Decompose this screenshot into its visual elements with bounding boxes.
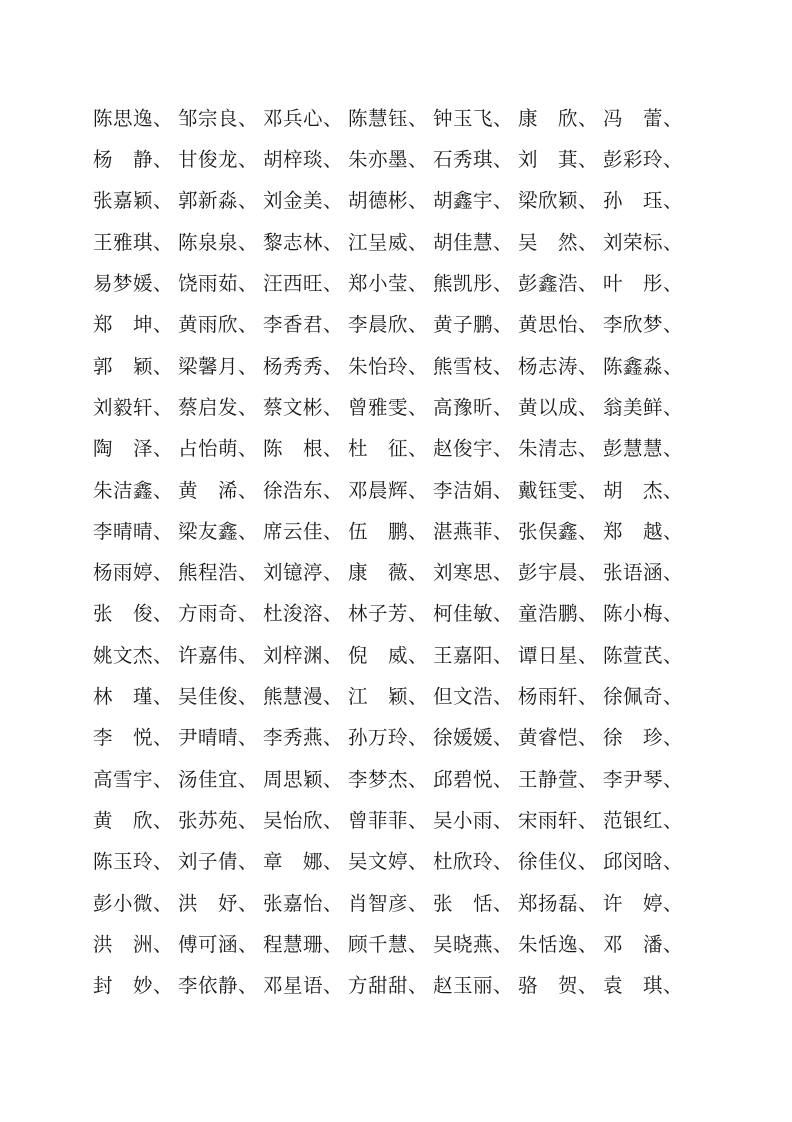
name-entry: 郭 颖、 [93, 354, 174, 378]
name-entry: 胡佳慧、 [433, 230, 514, 254]
name-entry: 彭慧慧、 [603, 437, 684, 461]
name-entry: 许 婷、 [603, 891, 684, 915]
name-entry: 刘荣标、 [603, 230, 684, 254]
name-entry: 汪西旺、 [263, 272, 344, 296]
name-entry: 方雨奇、 [178, 602, 259, 626]
name-entry: 康 薇、 [348, 561, 429, 585]
name-entry: 席云佳、 [263, 519, 344, 543]
name-entry: 江呈威、 [348, 230, 429, 254]
name-row [93, 924, 693, 965]
name-entry: 黄子鹏、 [433, 313, 514, 337]
name-entry: 张语涵、 [603, 561, 684, 585]
name-entry: 郑扬磊、 [518, 891, 599, 915]
name-entry: 陈玉玲、 [93, 850, 174, 874]
name-entry: 熊雪枝、 [433, 354, 514, 378]
name-entry: 张嘉颖、 [93, 189, 174, 213]
name-entry: 曾雅雯、 [348, 395, 429, 419]
name-entry: 姚文杰、 [93, 643, 174, 667]
name-entry: 张俣鑫、 [518, 519, 599, 543]
name-entry: 吴怡欣、 [263, 808, 344, 832]
name-entry: 邓兵心、 [263, 106, 344, 130]
name-entry: 郑小莹、 [348, 272, 429, 296]
name-entry: 李洁娟、 [433, 478, 514, 502]
name-entry: 钟玉飞、 [433, 106, 514, 130]
name-entry: 李秀燕、 [263, 726, 344, 750]
name-entry: 邓晨辉、 [348, 478, 429, 502]
name-entry: 彭彩玲、 [603, 148, 684, 172]
name-entry: 占怡萌、 [178, 437, 259, 461]
name-entry: 王静萱、 [518, 767, 599, 791]
name-row [93, 883, 693, 924]
name-row [93, 635, 693, 676]
name-entry: 顾千慧、 [348, 932, 429, 956]
name-entry: 江 颖、 [348, 685, 429, 709]
name-entry: 但文浩、 [433, 685, 514, 709]
name-list [93, 98, 693, 1007]
name-row [93, 594, 693, 635]
name-entry: 熊凯彤、 [433, 272, 514, 296]
name-entry: 朱清志、 [518, 437, 599, 461]
name-entry: 刘 萁、 [518, 148, 599, 172]
name-entry: 杨秀秀、 [263, 354, 344, 378]
name-entry: 朱恬逸、 [518, 932, 599, 956]
name-entry: 陈思逸、 [93, 106, 174, 130]
name-entry: 刘梓渊、 [263, 643, 344, 667]
name-entry: 胡德彬、 [348, 189, 429, 213]
name-entry: 章 娜、 [263, 850, 344, 874]
name-row [93, 676, 693, 717]
name-entry: 翁美鲜、 [603, 395, 684, 419]
name-row [93, 428, 693, 469]
name-entry: 张 恬、 [433, 891, 514, 915]
name-entry: 饶雨茹、 [178, 272, 259, 296]
name-entry: 徐佩奇、 [603, 685, 684, 709]
name-entry: 汤佳宜、 [178, 767, 259, 791]
name-row [93, 759, 693, 800]
name-entry: 陈泉泉、 [178, 230, 259, 254]
name-entry: 黎志林、 [263, 230, 344, 254]
name-entry: 童浩鹏、 [518, 602, 599, 626]
name-row [93, 263, 693, 304]
name-entry: 刘镱渟、 [263, 561, 344, 585]
name-entry: 杨雨轩、 [518, 685, 599, 709]
name-entry: 彭宇晨、 [518, 561, 599, 585]
name-entry: 徐媛媛、 [433, 726, 514, 750]
name-entry: 李 悦、 [93, 726, 174, 750]
name-entry: 杜 征、 [348, 437, 429, 461]
name-entry: 吴小雨、 [433, 808, 514, 832]
name-entry: 封 妙、 [93, 974, 174, 998]
name-entry: 赵玉丽、 [433, 974, 514, 998]
name-entry: 张嘉怡、 [263, 891, 344, 915]
name-row [93, 841, 693, 882]
name-entry: 陈萱芪、 [603, 643, 684, 667]
name-entry: 吴 然、 [518, 230, 599, 254]
name-entry: 尹晴晴、 [178, 726, 259, 750]
name-entry: 高豫昕、 [433, 395, 514, 419]
name-entry: 黄雨欣、 [178, 313, 259, 337]
name-entry: 吴文婷、 [348, 850, 429, 874]
name-entry: 王嘉阳、 [433, 643, 514, 667]
name-entry: 邓星语、 [263, 974, 344, 998]
name-entry: 刘金美、 [263, 189, 344, 213]
name-entry: 彭小微、 [93, 891, 174, 915]
name-entry: 谭日星、 [518, 643, 599, 667]
name-entry: 李晨欣、 [348, 313, 429, 337]
name-entry: 梁馨月、 [178, 354, 259, 378]
name-entry: 陈小梅、 [603, 602, 684, 626]
name-row [93, 965, 693, 1006]
name-entry: 石秀琪、 [433, 148, 514, 172]
name-entry: 朱怡玲、 [348, 354, 429, 378]
name-entry: 孙万玲、 [348, 726, 429, 750]
name-entry: 孙 珏、 [603, 189, 684, 213]
name-row [93, 98, 693, 139]
name-entry: 邱碧悦、 [433, 767, 514, 791]
name-entry: 胡 杰、 [603, 478, 684, 502]
name-row [93, 387, 693, 428]
name-entry: 邹宗良、 [178, 106, 259, 130]
name-entry: 袁 琪、 [603, 974, 684, 998]
name-row [93, 717, 693, 758]
name-entry: 黄 欣、 [93, 808, 174, 832]
name-row [93, 800, 693, 841]
name-entry: 杨志涛、 [518, 354, 599, 378]
name-entry: 黄睿恺、 [518, 726, 599, 750]
name-row [93, 181, 693, 222]
name-entry: 赵俊宇、 [433, 437, 514, 461]
name-entry: 陈鑫淼、 [603, 354, 684, 378]
name-entry: 陶 泽、 [93, 437, 174, 461]
name-entry: 陈慧钰、 [348, 106, 429, 130]
name-entry: 徐浩东、 [263, 478, 344, 502]
name-entry: 李香君、 [263, 313, 344, 337]
name-entry: 黄 浠、 [178, 478, 259, 502]
name-entry: 肖智彦、 [348, 891, 429, 915]
name-row [93, 511, 693, 552]
name-row [93, 346, 693, 387]
name-entry: 范银红、 [603, 808, 684, 832]
name-entry: 杨 静、 [93, 148, 174, 172]
name-entry: 冯 蕾、 [603, 106, 684, 130]
name-entry: 梁欣颖、 [518, 189, 599, 213]
name-entry: 方甜甜、 [348, 974, 429, 998]
name-entry: 刘子倩、 [178, 850, 259, 874]
name-entry: 彭鑫浩、 [518, 272, 599, 296]
name-entry: 骆 贺、 [518, 974, 599, 998]
name-entry: 柯佳敏、 [433, 602, 514, 626]
name-entry: 朱洁鑫、 [93, 478, 174, 502]
name-entry: 林 瑾、 [93, 685, 174, 709]
name-entry: 张 俊、 [93, 602, 174, 626]
name-entry: 杨雨婷、 [93, 561, 174, 585]
name-entry: 程慧珊、 [263, 932, 344, 956]
name-row [93, 552, 693, 593]
name-entry: 戴钰雯、 [518, 478, 599, 502]
name-entry: 康 欣、 [518, 106, 599, 130]
name-row [93, 222, 693, 263]
name-entry: 李晴晴、 [93, 519, 174, 543]
name-entry: 熊程浩、 [178, 561, 259, 585]
name-entry: 刘寒思、 [433, 561, 514, 585]
name-entry: 胡鑫宇、 [433, 189, 514, 213]
name-entry: 朱亦墨、 [348, 148, 429, 172]
name-row [93, 304, 693, 345]
name-entry: 周思颖、 [263, 767, 344, 791]
name-entry: 高雪宇、 [93, 767, 174, 791]
name-entry: 倪 威、 [348, 643, 429, 667]
name-entry: 黄以成、 [518, 395, 599, 419]
name-entry: 叶 彤、 [603, 272, 684, 296]
name-entry: 林子芳、 [348, 602, 429, 626]
name-entry: 熊慧漫、 [263, 685, 344, 709]
name-entry: 易梦媛、 [93, 272, 174, 296]
name-entry: 李欣梦、 [603, 313, 684, 337]
name-entry: 胡梓琰、 [263, 148, 344, 172]
name-entry: 杜欣玲、 [433, 850, 514, 874]
name-entry: 李梦杰、 [348, 767, 429, 791]
name-entry: 张苏苑、 [178, 808, 259, 832]
name-entry: 郭新淼、 [178, 189, 259, 213]
name-row [93, 139, 693, 180]
name-entry: 郑 越、 [603, 519, 684, 543]
name-entry: 洪 洲、 [93, 932, 174, 956]
name-entry: 吴佳俊、 [178, 685, 259, 709]
name-entry: 甘俊龙、 [178, 148, 259, 172]
name-entry: 宋雨轩、 [518, 808, 599, 832]
name-entry: 洪 妤、 [178, 891, 259, 915]
name-entry: 刘毅轩、 [93, 395, 174, 419]
name-entry: 李依静、 [178, 974, 259, 998]
name-entry: 曾菲菲、 [348, 808, 429, 832]
name-row [93, 470, 693, 511]
name-entry: 陈 根、 [263, 437, 344, 461]
name-entry: 伍 鹏、 [348, 519, 429, 543]
name-entry: 蔡文彬、 [263, 395, 344, 419]
name-entry: 王雅琪、 [93, 230, 174, 254]
name-entry: 徐佳仪、 [518, 850, 599, 874]
name-entry: 傅可涵、 [178, 932, 259, 956]
name-entry: 许嘉伟、 [178, 643, 259, 667]
name-entry: 郑 坤、 [93, 313, 174, 337]
name-entry: 杜浚溶、 [263, 602, 344, 626]
name-entry: 邓 潘、 [603, 932, 684, 956]
name-entry: 梁友鑫、 [178, 519, 259, 543]
name-entry: 黄思怡、 [518, 313, 599, 337]
name-entry: 邱闵晗、 [603, 850, 684, 874]
name-entry: 蔡启发、 [178, 395, 259, 419]
name-entry: 李尹琴、 [603, 767, 684, 791]
name-entry: 徐 珍、 [603, 726, 684, 750]
name-entry: 吴晓燕、 [433, 932, 514, 956]
name-entry: 湛燕菲、 [433, 519, 514, 543]
